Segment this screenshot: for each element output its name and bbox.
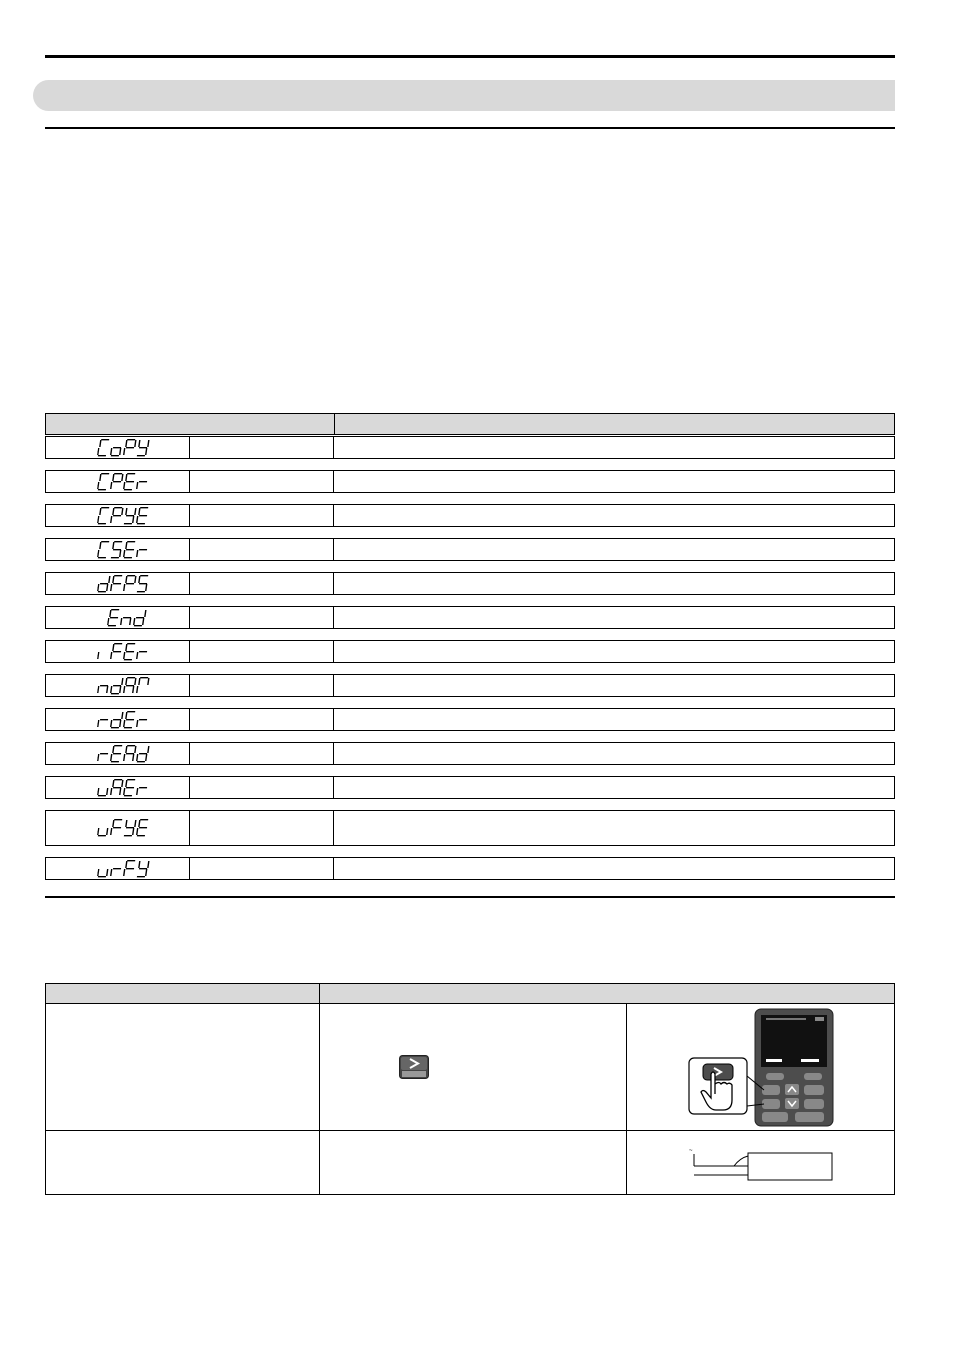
display-code-glyph [97,541,152,559]
display-code-cell [46,573,190,594]
table-row [45,857,895,880]
display-code-cell [46,709,190,730]
table-row [45,810,895,846]
description-cell [334,641,894,662]
display-code-glyph [97,507,152,525]
code-table-header [45,413,895,435]
description-cell [334,607,894,628]
display-code-cell [46,811,190,845]
display-code-glyph [97,779,152,797]
reset-key-icon [399,1055,429,1079]
description-cell [334,777,894,798]
display-code-glyph [97,711,152,729]
keypad-operator-icon [686,1006,846,1128]
name-cell [190,573,334,594]
name-cell [190,641,334,662]
display-code-glyph [97,860,152,878]
display-code-cell [46,743,190,764]
display-code-cell [46,471,190,492]
display-code-cell [46,641,190,662]
name-cell [190,539,334,560]
table-row [45,470,895,493]
name-cell [190,709,334,730]
procedure-table-header [46,984,894,1004]
table-row [45,674,895,697]
table-row [45,776,895,799]
display-code-cell [46,437,190,458]
display-code-glyph [97,473,152,491]
table-row [45,640,895,663]
name-cell [190,437,334,458]
name-cell [190,777,334,798]
name-cell [190,858,334,879]
procedure-table [45,983,895,1195]
top-rule [45,55,895,58]
display-code-cell [46,777,190,798]
table-row [45,436,895,459]
display-code-glyph [97,575,152,593]
name-cell [190,811,334,845]
table-row [45,742,895,765]
display-code-cell [46,539,190,560]
display-code-cell [46,505,190,526]
table-row [45,572,895,595]
svg-text:~: ~ [689,1148,693,1154]
table-row [45,538,895,561]
display-code-glyph [97,677,152,695]
description-cell [334,437,894,458]
name-cell [190,471,334,492]
name-cell [190,675,334,696]
description-cell [334,573,894,594]
table-end-rule [45,896,895,898]
display-code-cell [46,858,190,879]
display-code-glyph [107,609,149,627]
display-code-glyph [97,819,152,837]
description-cell [334,709,894,730]
wiring-diagram-icon [686,1144,846,1184]
description-cell [334,743,894,764]
description-cell [334,811,894,845]
description-cell [334,505,894,526]
name-cell [190,607,334,628]
name-cell [190,743,334,764]
banner-underline [45,127,895,129]
description-cell [334,539,894,560]
description-cell [334,471,894,492]
display-code-glyph [97,439,152,457]
name-cell [190,505,334,526]
table-row [45,504,895,527]
display-code-glyph [97,643,152,661]
section-banner [33,80,895,111]
display-code-glyph [97,745,152,763]
table-row [45,606,895,629]
table-row [45,708,895,731]
description-cell [334,675,894,696]
display-code-cell [46,607,190,628]
description-cell [334,858,894,879]
display-code-cell [46,675,190,696]
